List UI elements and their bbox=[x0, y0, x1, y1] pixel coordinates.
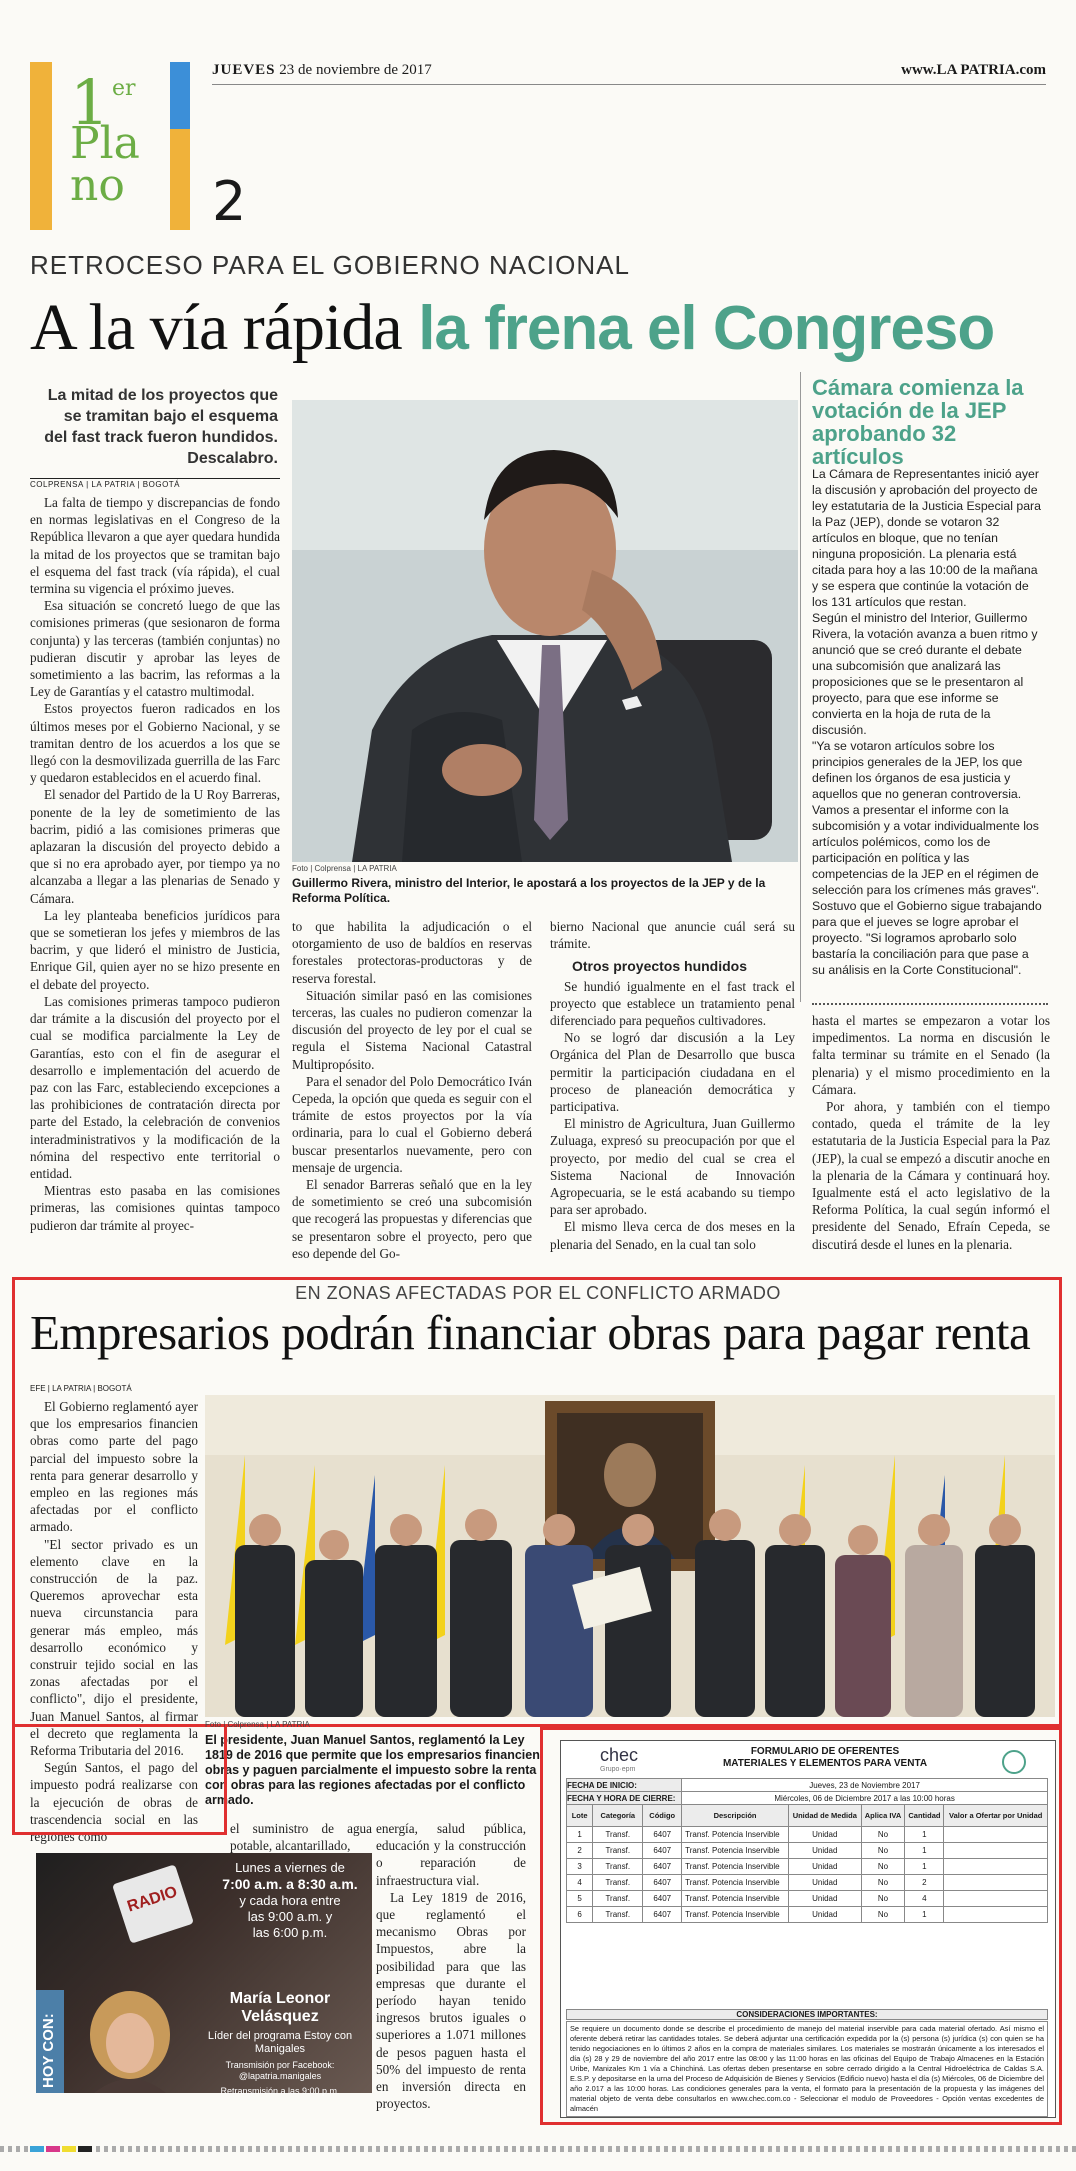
form-title-line: FORMULARIO DE OFERENTES bbox=[750, 1746, 900, 1757]
article-2-box-extension bbox=[12, 1727, 227, 1835]
headline-part-2: la frena el Congreso bbox=[418, 294, 995, 363]
table-header-cell: Aplica IVA bbox=[861, 1805, 905, 1827]
paragraph: to que habilita la adjudicación o el otorgamiento de uso de baldíos en reservas forestales protectoras-productoras y de reserva forestal. bbox=[292, 919, 532, 986]
table-cell: Unidad bbox=[788, 1859, 861, 1875]
table-cell: 2 bbox=[905, 1875, 944, 1891]
article-kicker: RETROCESO PARA EL GOBIERNO NACIONAL bbox=[30, 250, 630, 280]
article-2-caption: El presidente, Juan Manuel Santos, reglamentó la Ley 1819 de 2016 que permite que los empresarios financien obras y paguen parcialmente el impuesto sobre la renta con obras para las regiones afectadas por el conflicto armado. bbox=[205, 1733, 540, 1807]
paragraph: Por ahora, y también con el tiempo contado, queda el trámite de la ley estatutaria de la Justicia Especial para la Paz (JEP), la cual se empezó a discutir anoche en la plenaria de la Cámara y continuará hoy. Igualmente está el acto legislativo de la Reforma Política, la cual según informó el presidente del Senado, Efraín Cepeda, se discutirá desde el lunes en la plenaria. bbox=[812, 1099, 1050, 1252]
photo-caption: Guillermo Rivera, ministro del Interior, le apostará a los proyectos de la JEP y de la Reforma Política. bbox=[292, 876, 766, 905]
table-body bbox=[567, 1827, 1048, 1923]
article-column-2 bbox=[292, 918, 532, 1262]
form-title-line: MATERIALES Y ELEMENTOS PARA VENTA bbox=[722, 1758, 928, 1769]
table-cell: 1 bbox=[567, 1827, 593, 1843]
article-headline bbox=[30, 290, 994, 366]
print-registration-strip bbox=[0, 2146, 1076, 2152]
byline-rule bbox=[30, 478, 280, 479]
paragraph: Se hundió igualmente en el fast track el proyecto que establece un tratamiento penal diferenciado para pequeños cultivadores. bbox=[550, 978, 795, 1029]
article-2-headline: Empresarios podrán financiar obras para pagar renta bbox=[30, 1305, 1031, 1360]
form-date-row bbox=[567, 1779, 1048, 1792]
table-cell: 3 bbox=[567, 1859, 593, 1875]
table-cell: 4 bbox=[905, 1891, 944, 1907]
table-row bbox=[567, 1859, 1048, 1875]
photo-credit: Foto | Colprensa | LA PATRIA bbox=[205, 1720, 310, 1729]
dateline bbox=[212, 62, 432, 79]
start-date-label: FECHA DE INICIO: bbox=[567, 1779, 682, 1792]
dateline-day: JUEVES bbox=[212, 62, 276, 78]
ad-schedule-line: 7:00 a.m. a 8:30 a.m. bbox=[222, 1876, 358, 1892]
table-cell: 6407 bbox=[643, 1875, 682, 1891]
sidebar-body bbox=[812, 466, 1044, 978]
table-cell: Unidad bbox=[788, 1843, 861, 1859]
table-header-row bbox=[567, 1805, 1048, 1827]
table-cell: Transf. Potencia Inservible bbox=[682, 1843, 789, 1859]
table-cell: Transf. Potencia Inservible bbox=[682, 1859, 789, 1875]
logo-superscript: er bbox=[112, 76, 136, 101]
paragraph: Según Santos, el pago del impuesto podrá realizarse con la ejecución de obras de trascendencia social en las regiones como bbox=[30, 1760, 198, 1845]
table-cell: Transf. Potencia Inservible bbox=[682, 1875, 789, 1891]
paragraph: La ley planteaba beneficios jurídicos para que se sometieran los jefes y miembros de las bacrim, y que lideró el ministro de Justicia, Enrique Gil, quien ayer no se hizo presente en el debate del proyecto. bbox=[30, 907, 280, 992]
table-cell: Transf. bbox=[593, 1875, 643, 1891]
paragraph: hasta el martes se empezaron a votar los impedimentos. La norma en discusión le falta terminar su trámite en el Senado (la plenaria) y el mismo procedimiento en la Cámara. bbox=[812, 1013, 1050, 1097]
paragraph: El senador del Partido de la U Roy Barreras, ponente de la ley de sometimiento de las bacrim, pidió a las comisiones primeras que aplazaran la discusión del proyecto debido a que si no era aprobado ayer, por tiempo ya no alcanzaba a llegar a las plenarias de Senado y Cámara. bbox=[30, 787, 280, 906]
ad-host bbox=[190, 1990, 370, 2097]
dateline-date: 23 de noviembre de 2017 bbox=[279, 62, 432, 78]
table-cell: Transf. bbox=[593, 1843, 643, 1859]
cmyk-swatch-black bbox=[78, 2146, 92, 2152]
paragraph: El mismo lleva cerca de dos meses en la plenaria del Senado, en la cual tan solo bbox=[550, 1219, 795, 1252]
chec-seal-icon bbox=[1002, 1750, 1026, 1774]
host-photo bbox=[80, 1985, 180, 2093]
paragraph: Para el senador del Polo Democrático Iván Cepeda, la opción que queda es seguir con el trámite de estos proyectos por la vía ordinaria, para lo cual el Gobierno deberá buscar presentarlos nuevamente, pero con mensaje de urgencia. bbox=[292, 1073, 532, 1175]
cmyk-swatch-yellow bbox=[62, 2146, 76, 2152]
table-cell: 1 bbox=[905, 1859, 944, 1875]
ad-schedule-line: Lunes a viernes de bbox=[235, 1860, 345, 1875]
table-cell: 1 bbox=[905, 1907, 944, 1923]
table-cell: 4 bbox=[567, 1875, 593, 1891]
table-cell: 1 bbox=[905, 1827, 944, 1843]
paragraph: La Ley 1819 de 2016, que reglamentó el mecanismo Obras por Impuestos, abre la posibilidad para que las empresas que durante el período hayan tenido ingresos brutos iguales o superiores a 1.071 millones de pesos paguen hasta el 50% del impuesto de renta en inversión directa en proyectos. bbox=[376, 1889, 526, 2112]
table-cell: 6407 bbox=[643, 1859, 682, 1875]
table-cell: Transf. bbox=[593, 1907, 643, 1923]
cmyk-swatch-magenta bbox=[46, 2146, 60, 2152]
host-name: María Leonor Velásquez bbox=[229, 1990, 331, 2025]
close-date-value: Miércoles, 06 de Diciembre 2017 a las 10:00 horas bbox=[682, 1792, 1048, 1805]
paragraph: El Gobierno reglamentó ayer que los empresarios financien obras como parte del pago parcial del impuesto sobre la renta para generar desarrollo y empleo en las regiones más afectadas por el conflicto armado. bbox=[30, 1399, 198, 1535]
article-byline: COLPRENSA | LA PATRIA | BOGOTÁ bbox=[30, 480, 181, 489]
table-row bbox=[567, 1827, 1048, 1843]
form-date-row bbox=[567, 1792, 1048, 1805]
table-cell: 6 bbox=[567, 1907, 593, 1923]
table-row bbox=[567, 1891, 1048, 1907]
paragraph: bierno Nacional que anuncie cuál será su trámite. bbox=[550, 919, 795, 952]
table-cell: Unidad bbox=[788, 1827, 861, 1843]
paragraph: Situación similar pasó en las comisiones terceras, las cuales no pudieron comenzar la discusión del proyecto de ley por el cual se regula el Sistema Nacional Catastral Multipropósito. bbox=[292, 987, 532, 1072]
table-header-cell: Valor a Ofertar por Unidad bbox=[944, 1805, 1048, 1827]
table-cell: Transf. bbox=[593, 1859, 643, 1875]
table-cell: Unidad bbox=[788, 1907, 861, 1923]
site-url[interactable]: www.LA PATRIA.com bbox=[901, 62, 1046, 78]
table-cell: Unidad bbox=[788, 1875, 861, 1891]
header-rule bbox=[212, 84, 1046, 85]
paragraph: energía, salud pública, educación y la construcción o reparación de infraestructura vial. bbox=[376, 1821, 526, 1888]
paragraph: No se logró dar discusión a la Ley Orgánica del Plan de Desarrollo que busca permitir la participación ciudadana en el proceso de planeación democrática y participativa. bbox=[550, 1030, 795, 1115]
radio-logo-text: RADIO bbox=[125, 1883, 180, 1916]
subheading: Otros proyectos hundidos bbox=[572, 958, 748, 975]
article-2-kicker: EN ZONAS AFECTADAS POR EL CONFLICTO ARMADO bbox=[295, 1283, 781, 1303]
chec-notes: Se requiere un documento donde se describe el procedimiento de manejo del material inservible para cada material ofertado. Así mismo el oferente deberá retirar las cantidades totales. Se deberá adjuntar una certificación expedida por la (s) persona (s) jurídica (s) con quien se ha tenido negociaciones en lo últimos 2 años en la compra de materiales similares. Los materiales se mostrarán únicamente a los interesados el día (s) 28 y 29 de noviembre del año 2017 entre las 08:00 y las 11:00 horas en las oficinas del Equipo de Trabajo Almacenes en la Estación Uribe, Manizales Km 1 vía a Chinchiná. Las ofertas deben presentarse en sobre cerrado dirigido a la Central Hidroeléctrica de Caldas S.A. E.S.P. y depositarse en la urna del Proceso de Adquisición de Bienes y Servicios (Edificio nuevo) hasta el día (s) Miércoles, 06 de Diciembre del año 2.017 a las 10:00 horas. Las condiciones generales para la venta, el formato para la presentación de la propuesta y las imágenes del material objeto de venta debe consultarlos en www.chec.com.co - Seleccionar el modulo de Proveedores - Opción ventas excedentes de almacén bbox=[566, 2021, 1048, 2117]
article-2-photo-ceremony bbox=[205, 1395, 1055, 1717]
logo-number: 1 bbox=[70, 66, 110, 139]
article-2-column-2 bbox=[230, 1820, 372, 1854]
logo-text-middle: Pla bbox=[70, 118, 140, 169]
table-cell bbox=[944, 1891, 1048, 1907]
paragraph: Las comisiones primeras tampoco pudieron dar trámite a la discusión del proyecto por el cual se modifica parcialmente la Ley de Garantías, esto con el fin de asegurar el desarrollo e implementación del acuerdo de paz con las Farc, estableciendo excepciones a las prohibiciones de contratación directa por parte del Estado, la celebración de convenios interadministrativos y la modificación de la nómina del respectivo ente territorial o entidad. bbox=[30, 993, 280, 1181]
article-2-column-3 bbox=[376, 1820, 526, 2112]
chec-form-title bbox=[680, 1746, 970, 1770]
photo-illustration bbox=[205, 1395, 1055, 1717]
table-cell: 6407 bbox=[643, 1907, 682, 1923]
sidebar-rule bbox=[812, 1003, 1048, 1005]
table-row bbox=[567, 1907, 1048, 1923]
logo-text-bottom: no bbox=[70, 160, 125, 211]
paragraph: Esa situación se concretó luego de que las comisiones primeras (que sesionaron de forma conjunta) y las terceras (también conjuntas) no pudieran discutir y aprobar las leyes de sometimiento a las bacrim, las reformas a la Ley de Garantías y el catastro multimodal. bbox=[30, 598, 280, 700]
paragraph: La falta de tiempo y discrepancias de fondo en normas legislativas en el Congreso de la República llevaron a que ayer quedara hundida la mitad de los proyectos que se tramitan bajo el esquema del fast track (vía rápida), el cual termina su vigencia el próximo jueves. bbox=[30, 495, 280, 597]
article-2-byline: EFE | LA PATRIA | BOGOTÁ bbox=[30, 1384, 132, 1393]
table-header-cell: Cantidad bbox=[905, 1805, 944, 1827]
table-cell: Transf. bbox=[593, 1827, 643, 1843]
paragraph: "El sector privado es un elemento clave en la construcción de la paz. Queremos aprovechar esta nueva circunstancia para generar más empleo, más desarrollo económico y construir tejido social en las zonas afectadas por el conflicto", dijo el presidente, Juan Manuel Santos, al firmar el decreto que reglamenta la Reforma Tributaria del 2016. bbox=[30, 1536, 198, 1759]
table-header-cell: Unidad de Medida bbox=[788, 1805, 861, 1827]
host-portrait bbox=[80, 1985, 180, 2093]
ad-schedule bbox=[210, 1860, 370, 1941]
table-cell: No bbox=[861, 1891, 905, 1907]
table-cell: No bbox=[861, 1843, 905, 1859]
sidebar-divider bbox=[800, 372, 801, 1002]
table-header-cell: Categoría bbox=[593, 1805, 643, 1827]
photo-credit: Foto | Colprensa | LA PATRIA bbox=[292, 864, 397, 873]
close-date-label: FECHA Y HORA DE CIERRE: bbox=[567, 1792, 682, 1805]
table-cell: 2 bbox=[567, 1843, 593, 1859]
chec-form-table bbox=[566, 1778, 1048, 1923]
photo-illustration bbox=[292, 400, 798, 862]
table-cell: 6407 bbox=[643, 1843, 682, 1859]
logo-accent-bar bbox=[30, 62, 52, 230]
paragraph: el suministro de agua potable, alcantarillado, bbox=[230, 1821, 372, 1854]
paragraph: El ministro de Agricultura, Juan Guillermo Zuluaga, expresó su preocupación por que el proyecto, por medio del cual se crea el Sistema Nacional de Innovación Agropecuaria, se le está acabando su tiempo para ser aprobado. bbox=[550, 1116, 795, 1218]
start-date-value: Jueves, 23 de Noviembre 2017 bbox=[682, 1779, 1048, 1792]
paragraph: El senador Barreras señaló que en la ley de sometimiento se creó una subcomisión que recogerá las propuestas y diferencias que se presentaron sobre el proyecto, pero que eso depende del Go- bbox=[292, 1177, 532, 1261]
headline-part-1: A la vía rápida bbox=[30, 291, 402, 364]
ad-side-label: HOY CON: bbox=[40, 2013, 57, 2088]
ad-schedule-line: y cada hora entre bbox=[239, 1893, 341, 1908]
ad-rebroadcast: Retransmisión a las 9:00 p.m. bbox=[220, 2086, 340, 2096]
table-row bbox=[567, 1843, 1048, 1859]
table-cell bbox=[944, 1827, 1048, 1843]
table-cell: No bbox=[861, 1875, 905, 1891]
table-cell bbox=[944, 1859, 1048, 1875]
paragraph: Mientras esto pasaba en las comisiones primeras, las comisiones quintas tampoco pudieron dar trámite al proyec- bbox=[30, 1183, 280, 1233]
sidebar-paragraph: Sostuvo que el Gobierno sigue trabajando para que el jueves se logre aprobar el proyecto. "Si logramos aprobarlo solo bastaría la conciliación para que pase a su análisis en la Corte Constitucional". bbox=[812, 899, 1042, 977]
article-column-1 bbox=[30, 494, 280, 1234]
table-row bbox=[567, 1875, 1048, 1891]
sidebar-paragraph: "Ya se votaron artículos sobre los principios generales de la JEP, los que definen los órganos de esa justicia y aquellos que no generan controversia. Vamos a presentar el informe con la subcomisión y a votar individualmente los artículos polémicos, como los de participación en política y las competencias de la JEP en el régimen de selección para los crímenes más graves". bbox=[812, 739, 1040, 897]
host-role: Líder del programa Estoy con Manigales bbox=[207, 2030, 353, 2055]
article-photo-minister bbox=[292, 400, 798, 862]
table-cell: No bbox=[861, 1859, 905, 1875]
ad-schedule-line: las 6:00 p.m. bbox=[252, 1925, 328, 1940]
logo-color-strip bbox=[170, 62, 190, 230]
table-cell bbox=[944, 1875, 1048, 1891]
table-header-cell: Lote bbox=[567, 1805, 593, 1827]
chec-notes-title: CONSIDERACIONES IMPORTANTES: bbox=[566, 2009, 1048, 2020]
table-cell: Transf. Potencia Inservible bbox=[682, 1891, 789, 1907]
table-cell: No bbox=[861, 1907, 905, 1923]
table-cell: 6407 bbox=[643, 1827, 682, 1843]
table-cell: 5 bbox=[567, 1891, 593, 1907]
table-cell: Transf. Potencia Inservible bbox=[682, 1827, 789, 1843]
paragraph: Estos proyectos fueron radicados en los últimos meses por el Gobierno Nacional, y se tramitan dentro de los acuerdos a los que se llegó con la desmovilizada guerrilla de las Farc y quedaron establecidos en el acuerdo final. bbox=[30, 701, 280, 786]
table-cell: Transf. bbox=[593, 1891, 643, 1907]
table-header-cell: Descripción bbox=[682, 1805, 789, 1827]
table-cell: Unidad bbox=[788, 1891, 861, 1907]
article-column-3 bbox=[550, 918, 795, 1253]
ad-schedule-line: las 9:00 a.m. y bbox=[247, 1909, 333, 1924]
sidebar-title: Cámara comienza la votación de la JEP aprobando 32 artículos bbox=[812, 375, 1024, 469]
table-header-cell: Código bbox=[643, 1805, 682, 1827]
article-deck: La mitad de los proyectos que se tramitan bajo el esquema del fast track fueron hundidos. Descalabro. bbox=[44, 387, 278, 467]
table-cell: 1 bbox=[905, 1843, 944, 1859]
article-column-4 bbox=[812, 1012, 1050, 1253]
page-number: 2 bbox=[212, 170, 247, 233]
table-cell bbox=[944, 1907, 1048, 1923]
table-cell: No bbox=[861, 1827, 905, 1843]
table-cell bbox=[944, 1843, 1048, 1859]
table-cell: 6407 bbox=[643, 1891, 682, 1907]
chec-logo: chec Grupo·epm bbox=[600, 1745, 639, 1773]
ad-social: Transmisión por Facebook: @lapatria.manigales bbox=[225, 2060, 335, 2081]
table-cell: Transf. Potencia Inservible bbox=[682, 1907, 789, 1923]
cmyk-swatch-cyan bbox=[30, 2146, 44, 2152]
sidebar-paragraph: Según el ministro del Interior, Guillermo Rivera, la votación avanza a buen ritmo y anunció que se creó durante el debate una subcomisión que analizará las proposiciones que se le presentaron al proyecto, para que ese informe se convierta en la hoja de ruta de la discusión. bbox=[812, 611, 1038, 737]
sidebar-paragraph: La Cámara de Representantes inició ayer la discusión y aprobación del proyecto de ley estatutaria de la Justicia Especial para la Paz (JEP), donde se votaron 32 artículos en bloque, que no tenían ninguna proposición. La plenaria está citada para hoy a las 10:00 de la mañana y se espera que continúe la votación de los 131 artículos que restan. bbox=[812, 467, 1041, 609]
